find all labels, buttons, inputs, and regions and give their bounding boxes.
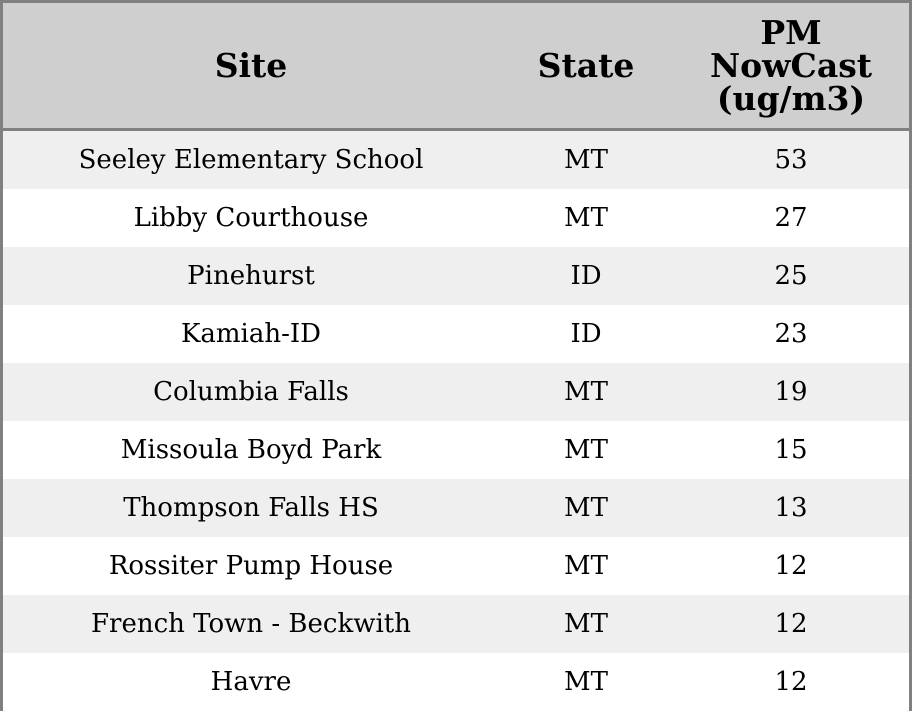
- table-header: [3, 3, 909, 130]
- table-row: [3, 305, 909, 363]
- cell-state: MT: [499, 130, 673, 190]
- cell-state: MT: [499, 537, 673, 595]
- cell-state: MT: [499, 479, 673, 537]
- cell-site: French Town - Beckwith: [3, 595, 499, 653]
- cell-site: Havre: [3, 653, 499, 711]
- table-body: [3, 130, 909, 711]
- cell-site: Libby Courthouse: [3, 189, 499, 247]
- table-row: [3, 653, 909, 711]
- pm-nowcast-table: [3, 3, 909, 711]
- table-row: [3, 363, 909, 421]
- table-row: [3, 247, 909, 305]
- column-header-site: Site: [3, 3, 499, 130]
- table-row: [3, 595, 909, 653]
- cell-pm-nowcast: 53: [673, 130, 909, 190]
- cell-state: MT: [499, 653, 673, 711]
- column-header-pm-nowcast: PM NowCast (ug/m3): [673, 3, 909, 130]
- cell-site: Thompson Falls HS: [3, 479, 499, 537]
- column-header-state: State: [499, 3, 673, 130]
- cell-pm-nowcast: 12: [673, 595, 909, 653]
- cell-site: Rossiter Pump House: [3, 537, 499, 595]
- cell-state: MT: [499, 421, 673, 479]
- cell-state: MT: [499, 595, 673, 653]
- table-row: [3, 537, 909, 595]
- cell-pm-nowcast: 19: [673, 363, 909, 421]
- cell-pm-nowcast: 12: [673, 653, 909, 711]
- cell-pm-nowcast: 13: [673, 479, 909, 537]
- cell-state: ID: [499, 305, 673, 363]
- table-row: [3, 421, 909, 479]
- cell-pm-nowcast: 12: [673, 537, 909, 595]
- cell-site: Pinehurst: [3, 247, 499, 305]
- header-row: [3, 3, 909, 130]
- cell-pm-nowcast: 25: [673, 247, 909, 305]
- cell-site: Columbia Falls: [3, 363, 499, 421]
- cell-state: ID: [499, 247, 673, 305]
- cell-site: Seeley Elementary School: [3, 130, 499, 190]
- table-row: [3, 479, 909, 537]
- cell-site: Missoula Boyd Park: [3, 421, 499, 479]
- cell-site: Kamiah-ID: [3, 305, 499, 363]
- cell-pm-nowcast: 23: [673, 305, 909, 363]
- cell-pm-nowcast: 15: [673, 421, 909, 479]
- cell-state: MT: [499, 363, 673, 421]
- cell-pm-nowcast: 27: [673, 189, 909, 247]
- table-row: [3, 130, 909, 190]
- cell-state: MT: [499, 189, 673, 247]
- table-row: [3, 189, 909, 247]
